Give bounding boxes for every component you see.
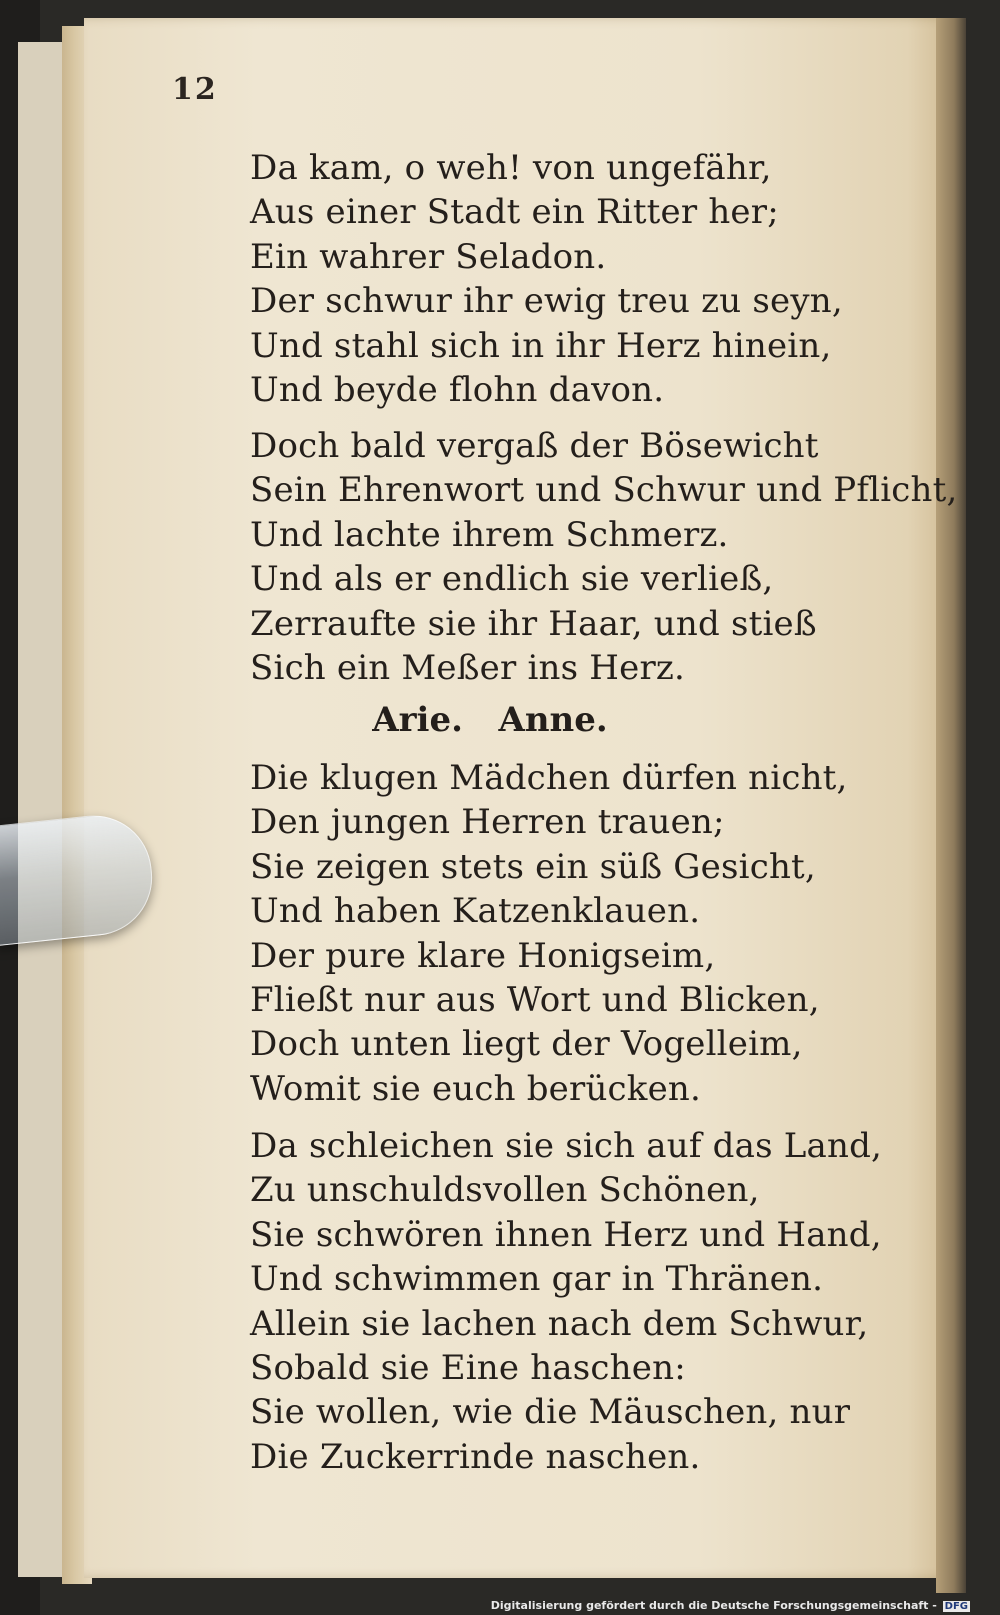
footer-text: Digitalisierung gefördert durch die Deutsche Forschungsgemeinschaft - [490, 1599, 937, 1612]
verse-line: Sich ein Meßer ins Herz. [250, 648, 686, 689]
verse-line: Doch bald vergaß der Bösewicht [250, 426, 819, 466]
verse-line: Allein sie lachen nach dem Schwur, [250, 1303, 869, 1344]
verse-line: Ein wahrer Seladon. [250, 236, 607, 277]
verse-line: Da schleichen sie sich auf das Land, [250, 1126, 883, 1166]
verse-line: Zerraufte sie ihr Haar, und stieß [250, 603, 817, 644]
verse-line: Und beyde flohn davon. [250, 370, 665, 411]
verse-line: Sie wollen, wie die Mäuschen, nur [250, 1392, 851, 1433]
verse-line: Sie schwören ihnen Herz und Hand, [250, 1214, 882, 1255]
page-right-edge [936, 18, 966, 1593]
verse-line: Die Zuckerrinde naschen. [250, 1436, 701, 1477]
page-number: 12 [172, 72, 218, 107]
stanza-3 [250, 756, 848, 1111]
stanza-4 [250, 1124, 882, 1479]
verse-line: Zu unschuldsvollen Schönen, [250, 1170, 760, 1211]
stanza-1 [250, 146, 843, 412]
heading-text: Arie. Anne. [372, 700, 608, 740]
verse-line: Und haben Katzenklauen. [250, 891, 701, 932]
verse-line: Sie zeigen stets ein süß Gesicht, [250, 846, 816, 887]
footer-credit [491, 1599, 970, 1612]
verse-line: Da kam, o weh! von ungefähr, [250, 148, 772, 188]
verse-line: Und lachte ihrem Schmerz. [250, 514, 729, 555]
verse-line: Den jungen Herren trauen; [250, 802, 725, 843]
verse-line: Die klugen Mädchen dürfen nicht, [250, 758, 848, 798]
dfg-logo-icon: DFG [944, 1601, 968, 1612]
aria-heading [0, 700, 1000, 740]
verse-line: Und als er endlich sie verließ, [250, 559, 774, 600]
verse-line: Und stahl sich in ihr Herz hinein, [250, 325, 832, 366]
verse-line: Womit sie euch berücken. [250, 1068, 702, 1109]
verse-line: Doch unten liegt der Vogelleim, [250, 1024, 803, 1065]
verse-line: Sein Ehrenwort und Schwur und Pflicht, [250, 470, 958, 511]
verse-line: Und schwimmen gar in Thränen. [250, 1259, 824, 1300]
verse-line: Fließt nur aus Wort und Blicken, [250, 980, 820, 1021]
verse-line: Aus einer Stadt ein Ritter her; [250, 192, 779, 233]
verse-line: Der schwur ihr ewig treu zu seyn, [250, 281, 843, 322]
stanza-2 [250, 424, 958, 690]
verse-line: Sobald sie Eine haschen: [250, 1348, 686, 1389]
verse-line: Der pure klare Honigseim, [250, 935, 716, 976]
